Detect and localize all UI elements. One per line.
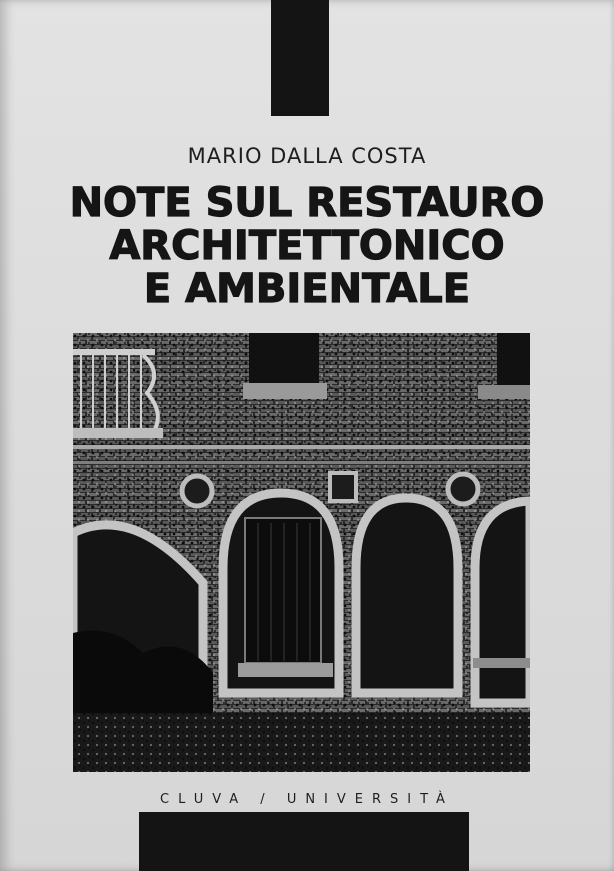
- cover-photograph: [73, 333, 530, 772]
- title-line-3: E AMBIENTALE: [143, 266, 471, 312]
- bottom-decorative-bar: [139, 812, 469, 871]
- title-line-2: ARCHITETTONICO: [109, 223, 505, 269]
- publisher-name: CLUVA / UNIVERSITÀ: [160, 792, 454, 807]
- book-title: [0, 182, 614, 311]
- title-line-1: NOTE SUL RESTAURO: [69, 180, 545, 226]
- building-facade-image: [73, 333, 530, 772]
- top-decorative-bar: [271, 0, 329, 116]
- author-name: MARIO DALLA COSTA: [187, 144, 427, 168]
